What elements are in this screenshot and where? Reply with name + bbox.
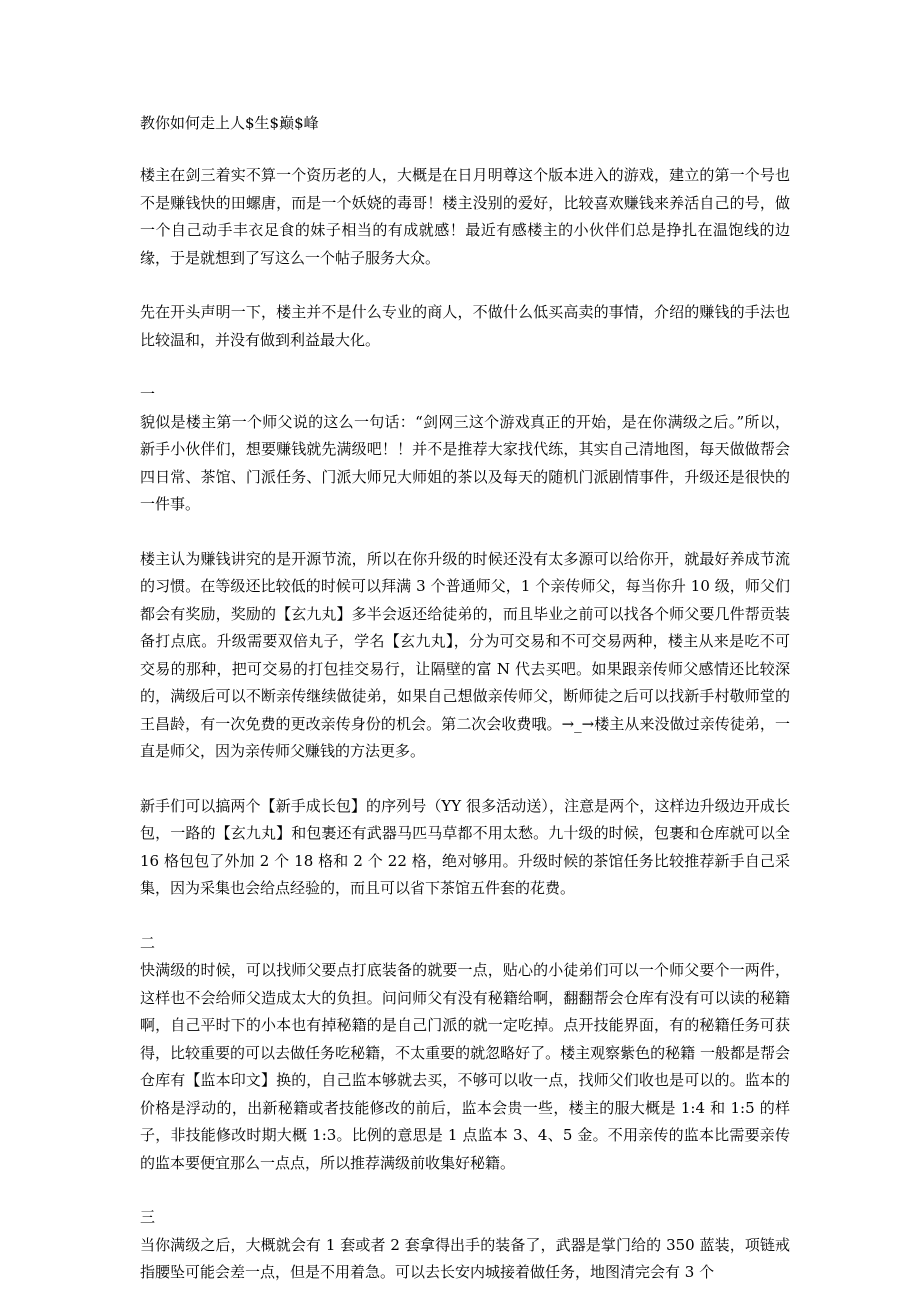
spacer [140, 903, 790, 930]
spacer [140, 519, 790, 546]
section-1-mark: 一 [140, 385, 156, 403]
section-3-mark: 三 [140, 1208, 156, 1226]
spacer [140, 1177, 790, 1204]
section-1-paragraph-2: 楼主认为赚钱讲究的是开源节流，所以在你升级的时候还没有太多源可以给你开，就最好养成节流的习惯。在等级还比较低的时候可以拜满 3 个普通师父，1 个亲传师父，每当你升 10 级，师父们都会有奖励，奖励的【玄九丸】多半会返还给徒弟的，而且毕业之前可以找各个师父要几件帮贡装备打点底。升级需要双倍丸子，学名【玄九丸】，分为可交易和不可交易两种，楼主从来是吃不可交易的那种，把可交易的打包挂交易行，让隔壁的富 N 代去买吧。如果跟亲传师父感情还比较深的，满级后可以不断亲传继续做徒弟，如果自己想做亲传师父，断师徒之后可以找新手村敬师堂的王昌龄，有一次免费的更改亲传身份的机会。第二次会收费哦。→_→楼主从来没做过亲传徒弟，一直是师父，因为亲传师父赚钱的方法更多。 [140, 549, 790, 760]
intro-paragraph: 楼主在剑三着实不算一个资历老的人，大概是在日月明尊这个版本进入的游戏，建立的第一个号也不是赚钱快的田螺唐，而是一个妖娆的毒哥！楼主没别的爱好，比较喜欢赚钱来养活自己的号，做一个自己动手丰衣足食的妹子相当的有成就感！最近有感楼主的小伙伴们总是挣扎在温饱线的边缘，于是就想到了写这么一个帖子服务大众。 [140, 166, 790, 267]
disclaimer-paragraph: 先在开头声明一下，楼主并不是什么专业的商人，不做什么低买高卖的事情，介绍的赚钱的手法也比较温和，并没有做到利益最大化。 [140, 303, 790, 349]
spacer [140, 766, 790, 793]
document-page [140, 110, 790, 1287]
section-1-paragraph-1: 貌似是楼主第一个师父说的这么一句话：“剑网三这个游戏真正的开始，是在你满级之后。”所以，新手小伙伴们，想要赚钱就先满级吧！！并不是推荐大家找代练，其实自己清地图，每天做做帮会四日常、茶馆、门派任务、门派大师兄大师姐的茶以及每天的随机门派剧情事件，升级还是很快的一件事。 [140, 412, 790, 513]
spacer [140, 272, 790, 299]
spacer [140, 136, 790, 162]
document-title: 教你如何走上人$生$巅$峰 [140, 114, 319, 132]
spacer [140, 354, 790, 381]
section-2-paragraph-1: 快满级的时候，可以找师父要点打底装备的就要一点，贴心的小徒弟们可以一个师父要个一两件，这样也不会给师父造成太大的负担。问问师父有没有秘籍给啊，翻翻帮会仓库有没有可以读的秘籍啊，自己平时下的小本也有掉秘籍的是自己门派的就一定吃掉。点开技能界面，有的秘籍任务可获得，比较重要的可以去做任务吃秘籍，不太重要的就忽略好了。楼主观察紫色的秘籍 一般都是帮会仓库有【监本印文】换的，自己监本够就去买，不够可以收一点，找师父们收也是可以的。监本的价格是浮动的，出新秘籍或者技能修改的前后，监本会贵一些，楼主的服大概是 1:4 和 1:5 的样子，非技能修改时期大概 1:3。比例的意思是 1 点监本 3、4、5 金。不用亲传的监本比需要亲传的监本要便宜那么一点点，所以推荐满级前收集好秘籍。 [140, 961, 790, 1172]
section-2-mark: 二 [140, 933, 156, 952]
section-1-paragraph-3: 新手们可以搞两个【新手成长包】的序列号（YY 很多活动送），注意是两个，这样边升级边开成长包，一路的【玄九丸】和包裹还有武器马匹马草都不用太愁。九十级的时候，包裹和仓库就可以全 16 格包包了外加 2 个 18 格和 2 个 22 格，绝对够用。升级时候的茶馆任务比较推荐新手自己采集，因为采集也会给点经验的，而且可以省下茶馆五件套的花费。 [140, 796, 790, 897]
section-3-paragraph-1: 当你满级之后，大概就会有 1 套或者 2 套拿得出手的装备了，武器是掌门给的 350 蓝装，项链戒指腰坠可能会差一点，但是不用着急。可以去长安内城接着做任务，地图清完会有 3 个 [140, 1235, 790, 1281]
